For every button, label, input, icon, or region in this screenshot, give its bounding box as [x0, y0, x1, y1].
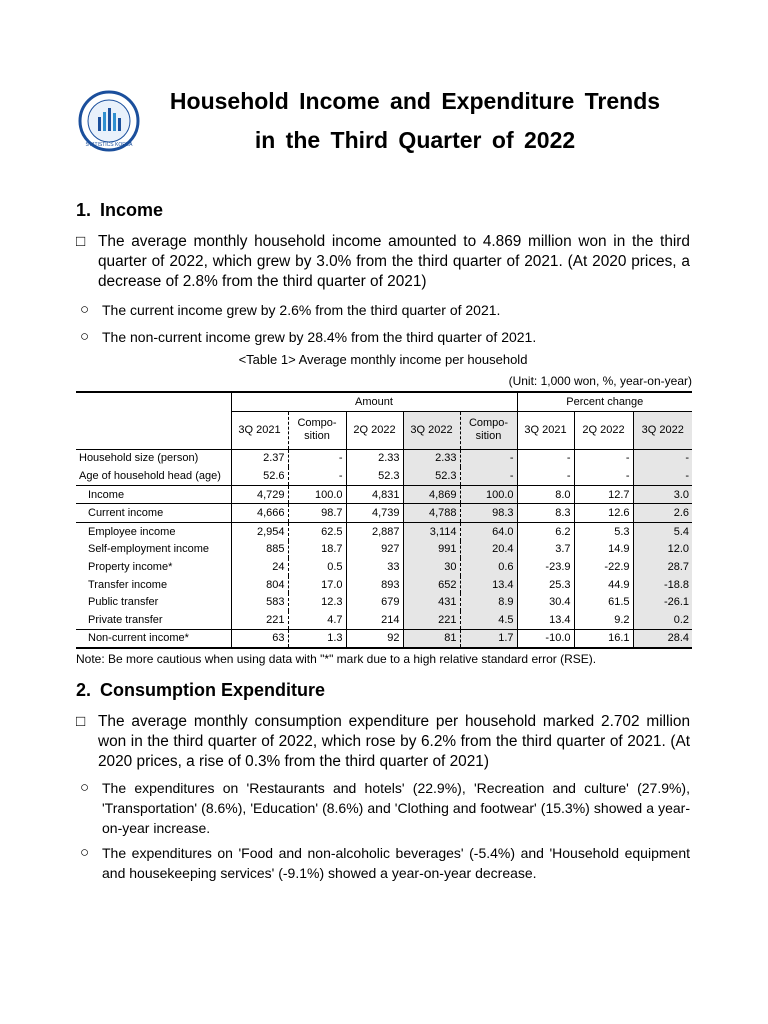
table-cell: 214 — [346, 611, 403, 629]
consumption-summary — [76, 712, 690, 772]
statistics-korea-logo-icon — [78, 90, 140, 152]
table-cell: 893 — [346, 576, 403, 594]
table-cell: 583 — [231, 593, 288, 611]
row-label: Public transfer — [88, 596, 159, 609]
table-cell: 4,739 — [346, 504, 403, 523]
table-cell: 804 — [231, 576, 288, 594]
table-cell: 20.4 — [460, 541, 517, 559]
bullet-text: The expenditures on 'Restaurants and hotels' (22.9%), 'Recreation and culture' (27.9%), 'Transportation' (8.6%), 'Education' (8.6%) and 'Clothing and footwear' (15.3%) showed a year-on-year increase. — [102, 780, 690, 836]
col-header: 3Q 2021 — [517, 411, 574, 449]
consumption-summary-text: The average monthly consumption expenditure per household marked 2.702 million won in the third quarter of 2022, which rose by 6.2% from the third quarter of 2021. (At 2020 prices, a rise of 0.3% from the third quarter of 2021) — [98, 713, 690, 770]
income-summary — [76, 232, 690, 292]
section-heading-income — [76, 200, 163, 221]
table-cell: 16.1 — [574, 629, 633, 648]
checkbox-square-icon: □ — [76, 233, 86, 250]
table-cell: 8.3 — [517, 504, 574, 523]
income-summary-text: The average monthly household income amounted to 4.869 million won in the third quarter of 2022, which grew by 3.0% from the third quarter of 2021. (At 2020 prices, a decrease of 2.8% from the third quarter of 2021) — [98, 233, 690, 290]
table-cell: 100.0 — [460, 485, 517, 504]
section-title: Income — [100, 200, 164, 220]
table-cell: 52.6 — [231, 467, 288, 485]
income-table — [76, 391, 692, 649]
table-cell: 8.0 — [517, 485, 574, 504]
table-cell: 1.7 — [460, 629, 517, 648]
table-cell: - — [288, 467, 346, 485]
income-bullet-2 — [80, 327, 690, 347]
table-cell: 61.5 — [574, 593, 633, 611]
table-cell: 2.6 — [633, 504, 692, 523]
table-corner — [76, 392, 231, 449]
table-row — [76, 522, 692, 540]
table-cell: 13.4 — [517, 611, 574, 629]
table-cell: - — [517, 449, 574, 467]
table-cell: 4,788 — [403, 504, 460, 523]
header-amount: Amount — [231, 392, 517, 411]
table-cell: - — [633, 449, 692, 467]
table-cell: - — [574, 449, 633, 467]
table-cell: 5.3 — [574, 522, 633, 540]
row-label: Self-employment income — [88, 543, 210, 556]
table-cell: 100.0 — [288, 485, 346, 504]
col-header: 3Q 2021 — [231, 411, 288, 449]
table-cell: -10.0 — [517, 629, 574, 648]
table-cell: - — [517, 467, 574, 485]
table-cell: 2.33 — [403, 449, 460, 467]
table-cell: 885 — [231, 541, 288, 559]
section-number: 2. — [76, 680, 92, 700]
col-header: 2Q 2022 — [346, 411, 403, 449]
table-cell: 64.0 — [460, 522, 517, 540]
table-cell: -26.1 — [633, 593, 692, 611]
table-unit: (Unit: 1,000 won, %, year-on-year) — [508, 374, 692, 388]
row-label: Income — [76, 485, 231, 504]
table-cell: 12.3 — [288, 593, 346, 611]
circle-bullet-icon: ○ — [80, 301, 90, 318]
table-cell: 0.6 — [460, 558, 517, 576]
table-cell: 0.2 — [633, 611, 692, 629]
table-cell: 17.0 — [288, 576, 346, 594]
col-header: 2Q 2022 — [574, 411, 633, 449]
table-cell: 221 — [403, 611, 460, 629]
table-cell: 2,887 — [346, 522, 403, 540]
table-row — [76, 541, 692, 559]
table-cell: 12.6 — [574, 504, 633, 523]
table-cell: 52.3 — [403, 467, 460, 485]
header-percent-change: Percent change — [517, 392, 692, 411]
table-cell: 221 — [231, 611, 288, 629]
table-row — [76, 576, 692, 594]
section-title: Consumption Expenditure — [100, 680, 325, 700]
table-row — [76, 593, 692, 611]
bullet-text: The non-current income grew by 28.4% from the third quarter of 2021. — [102, 329, 537, 345]
table-cell: 52.3 — [346, 467, 403, 485]
table-row — [76, 611, 692, 629]
row-label: Age of household head (age) — [79, 469, 221, 482]
table-cell: 0.5 — [288, 558, 346, 576]
table-cell: 2,954 — [231, 522, 288, 540]
bullet-text: The current income grew by 2.6% from the third quarter of 2021. — [102, 302, 501, 318]
table-row — [76, 504, 692, 523]
table-cell: - — [633, 467, 692, 485]
table-cell: 4,666 — [231, 504, 288, 523]
table-cell: 679 — [346, 593, 403, 611]
table-row — [76, 485, 692, 504]
table-cell: 44.9 — [574, 576, 633, 594]
table-cell: 30.4 — [517, 593, 574, 611]
consumption-bullet-1 — [80, 778, 690, 838]
checkbox-square-icon: □ — [76, 713, 86, 730]
consumption-bullet-2 — [80, 843, 690, 883]
row-label: Property income* — [88, 560, 173, 573]
table-cell: 28.7 — [633, 558, 692, 576]
table-cell: 98.7 — [288, 504, 346, 523]
table-caption: <Table 1> Average monthly income per household — [238, 352, 528, 367]
table-cell: 18.7 — [288, 541, 346, 559]
table-cell: -18.8 — [633, 576, 692, 594]
table-cell: 2.33 — [346, 449, 403, 467]
table-cell: 3.7 — [517, 541, 574, 559]
row-label: Private transfer — [88, 613, 163, 626]
table-cell: - — [574, 467, 633, 485]
table-cell: 24 — [231, 558, 288, 576]
table-cell: 12.0 — [633, 541, 692, 559]
table-cell: 8.9 — [460, 593, 517, 611]
table-cell: 1.3 — [288, 629, 346, 648]
table-cell: 4.7 — [288, 611, 346, 629]
table-cell: 4.5 — [460, 611, 517, 629]
table-cell: 62.5 — [288, 522, 346, 540]
table-cell: 652 — [403, 576, 460, 594]
table-cell: 991 — [403, 541, 460, 559]
col-header: 3Q 2022 — [633, 411, 692, 449]
table-cell: 33 — [346, 558, 403, 576]
table-cell: - — [460, 467, 517, 485]
row-label: Current income — [76, 504, 231, 523]
row-label: Household size (person) — [79, 452, 199, 465]
section-number: 1. — [76, 200, 92, 220]
table-cell: 2.37 — [231, 449, 288, 467]
table-cell: 4,729 — [231, 485, 288, 504]
income-bullet-1 — [80, 300, 690, 320]
table-cell: 4,869 — [403, 485, 460, 504]
page-title-line1: Household Income and Expenditure Trends — [169, 88, 661, 114]
table-cell: 92 — [346, 629, 403, 648]
table-cell: 30 — [403, 558, 460, 576]
col-header: Compo-sition — [460, 411, 517, 449]
table-note: Note: Be more cautious when using data with "*" mark due to a high relative standard error (RSE). — [76, 652, 597, 666]
table-row — [76, 449, 692, 467]
circle-bullet-icon: ○ — [80, 328, 90, 345]
bullet-text: The expenditures on 'Food and non-alcoholic beverages' (-5.4%) and 'Household equipment and housekeeping services' (-9.1%) showed a year-on-year decrease. — [102, 845, 690, 881]
table-cell: 6.2 — [517, 522, 574, 540]
table-cell: 4,831 — [346, 485, 403, 504]
table-cell: 3.0 — [633, 485, 692, 504]
page-title-line2: in the Third Quarter of 2022 — [254, 127, 576, 153]
table-row — [76, 629, 692, 648]
table-cell: 63 — [231, 629, 288, 648]
col-header: 3Q 2022 — [403, 411, 460, 449]
table-cell: 98.3 — [460, 504, 517, 523]
circle-bullet-icon: ○ — [80, 844, 90, 861]
row-label: Employee income — [76, 522, 231, 540]
table-cell: 5.4 — [633, 522, 692, 540]
table-cell: -22.9 — [574, 558, 633, 576]
circle-bullet-icon: ○ — [80, 779, 90, 796]
col-header: Compo-sition — [288, 411, 346, 449]
table-cell: 25.3 — [517, 576, 574, 594]
table-cell: 12.7 — [574, 485, 633, 504]
table-cell: 927 — [346, 541, 403, 559]
row-label: Transfer income — [88, 578, 168, 591]
table-row — [76, 467, 692, 485]
table-cell: 9.2 — [574, 611, 633, 629]
logo-text: STATISTICS KOREA — [85, 142, 133, 148]
row-label: Non-current income* — [76, 629, 231, 648]
table-row — [76, 558, 692, 576]
table-cell: 81 — [403, 629, 460, 648]
table-cell: - — [460, 449, 517, 467]
table-cell: 28.4 — [633, 629, 692, 648]
table-cell: 14.9 — [574, 541, 633, 559]
table-cell: -23.9 — [517, 558, 574, 576]
table-cell: 13.4 — [460, 576, 517, 594]
table-cell: 3,114 — [403, 522, 460, 540]
table-cell: 431 — [403, 593, 460, 611]
section-heading-consumption — [76, 680, 325, 701]
table-cell: - — [288, 449, 346, 467]
